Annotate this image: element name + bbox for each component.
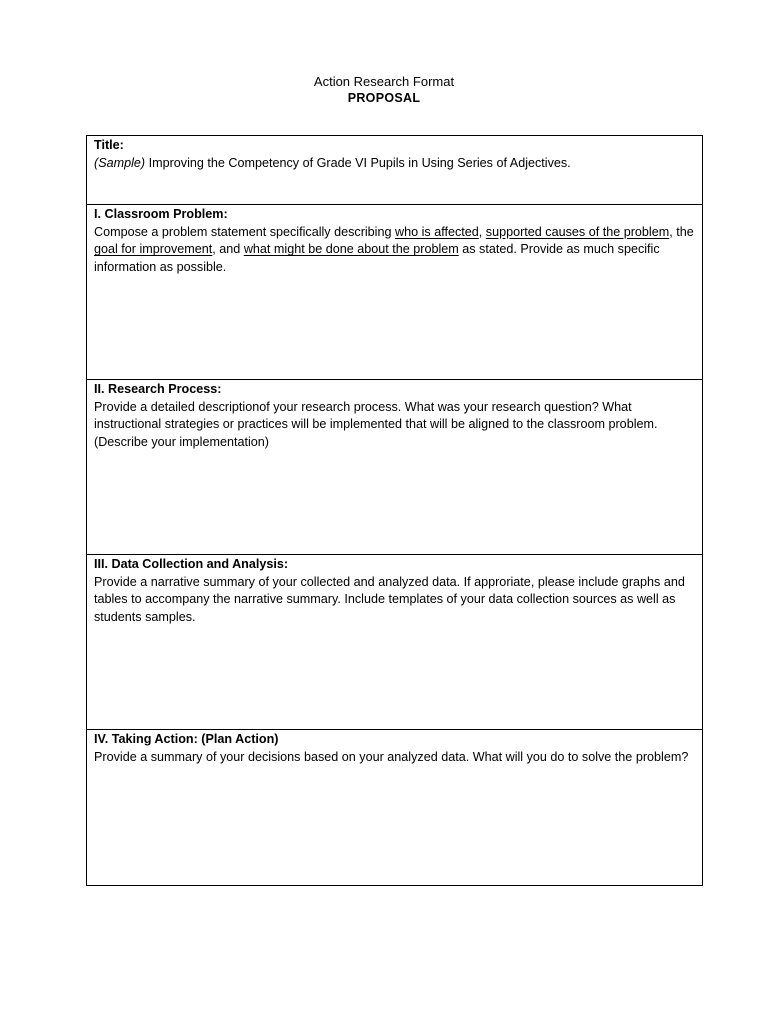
document-header	[0, 73, 768, 107]
section-body-data-collection: Provide a narrative summary of your collected and analyzed data. If approriate, please include graphs and tables to accompany the narrative summary. Include templates of your data collection sources as well as students samples.	[94, 574, 685, 624]
problem-text-4: , and	[212, 242, 244, 257]
section-body-classroom-problem	[94, 224, 695, 277]
section-body-research-process: Provide a detailed descriptionof your research process. What was your research question? What instructional strategies or practices will be implemented that will be aligned to the classroom problem. (Describe your implementation)	[94, 399, 658, 449]
underlined-supported-causes: supported causes of the problem	[485, 224, 670, 239]
problem-text-1: Compose a problem statement specifically describing	[94, 224, 395, 239]
problem-text-2: ,	[478, 224, 486, 239]
section-heading-title: Title:	[94, 138, 124, 152]
section-heading-taking-action: IV. Taking Action: (Plan Action)	[94, 732, 279, 746]
section-body-taking-action: Provide a summary of your decisions based on your analyzed data. What will you do to solve the problem?	[94, 749, 689, 764]
title-text: Improving the Competency of Grade VI Pupils in Using Series of Adjectives.	[145, 155, 571, 170]
section-heading-classroom-problem: I. Classroom Problem:	[94, 207, 228, 221]
section-heading-research-process: II. Research Process:	[94, 382, 222, 396]
section-research-process	[87, 380, 702, 555]
underlined-what-might-be-done: what might be done about the problem	[243, 242, 459, 257]
section-body-title	[94, 155, 695, 173]
proposal-form-table	[86, 135, 703, 886]
section-title	[87, 136, 702, 205]
problem-text-5: as stated. Provide as much specific information as possible.	[94, 242, 660, 274]
document-subtitle: PROPOSAL	[347, 91, 421, 105]
section-taking-action	[87, 730, 702, 885]
document-title: Action Research Format	[313, 74, 455, 89]
section-data-collection	[87, 555, 702, 730]
underlined-who-is-affected: who is affected	[395, 224, 479, 239]
underlined-goal-for-improvement: goal for improvement	[94, 242, 213, 257]
problem-text-3: , the	[669, 224, 694, 239]
section-classroom-problem	[87, 205, 702, 380]
section-heading-data-collection: III. Data Collection and Analysis:	[94, 557, 289, 571]
sample-tag: (Sample)	[94, 155, 146, 170]
